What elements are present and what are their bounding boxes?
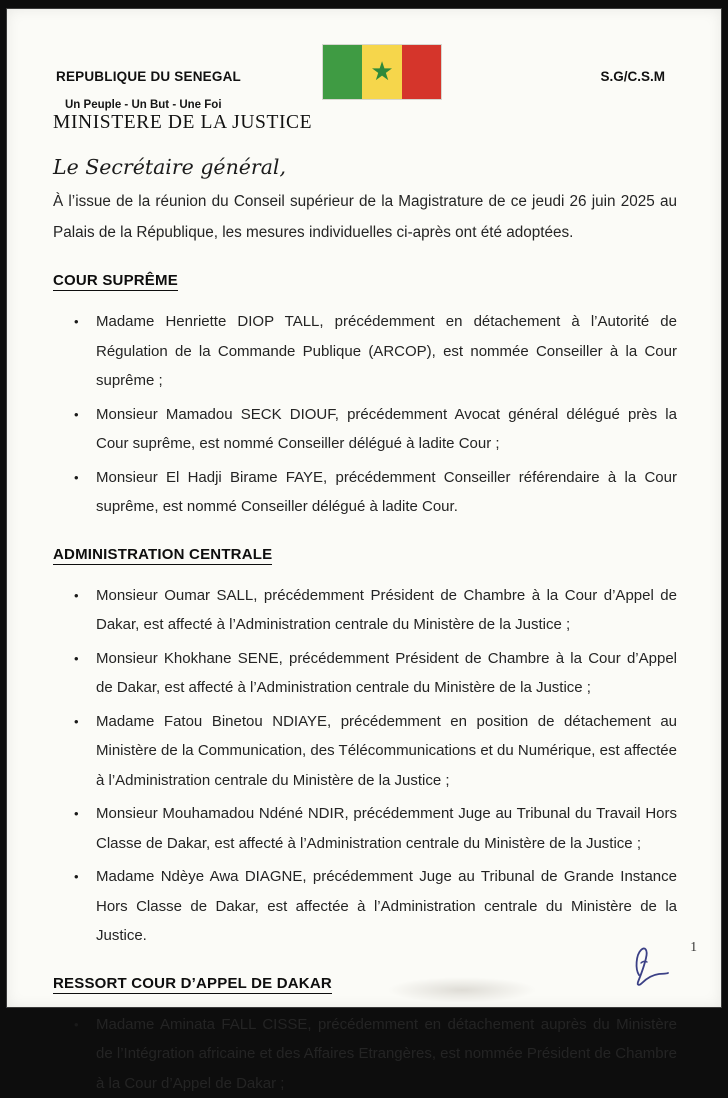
section-administration-centrale bbox=[53, 546, 677, 951]
measure-text: Monsieur Oumar SALL, précédemment Président de Chambre à la Cour d’Appel de Dakar, est affecté à l’Administration centrale du Ministère de la Justice ; bbox=[96, 587, 677, 634]
bullet-icon: • bbox=[74, 581, 79, 611]
bullet-icon: • bbox=[74, 707, 79, 737]
flag-stripe-red bbox=[402, 45, 441, 99]
section-heading: RESSORT COUR D’APPEL DE DAKAR bbox=[53, 975, 332, 994]
measures-list bbox=[53, 1010, 677, 1098]
document-page bbox=[6, 8, 722, 1008]
measure-item bbox=[53, 1010, 677, 1098]
measure-item bbox=[53, 862, 677, 951]
bullet-icon: • bbox=[74, 862, 79, 892]
measures-list bbox=[53, 307, 677, 522]
national-motto: Un Peuple - Un But - Une Foi bbox=[65, 99, 677, 111]
salutation: Le Secrétaire général, bbox=[53, 155, 677, 179]
section-heading: COUR SUPRÊME bbox=[53, 272, 178, 291]
section-heading: ADMINISTRATION CENTRALE bbox=[53, 546, 272, 565]
section-ressort-cour-appel-dakar bbox=[53, 975, 677, 1098]
section-cour-supreme bbox=[53, 272, 677, 522]
measures-list bbox=[53, 581, 677, 951]
bullet-icon: • bbox=[74, 644, 79, 674]
measure-item bbox=[53, 463, 677, 522]
measure-text: Madame Henriette DIOP TALL, précédemment en détachement à l’Autorité de Régulation de la Commande Publique (ARCOP), est nommée Conseiller à la Cour suprême ; bbox=[96, 313, 677, 389]
handwritten-initial-icon bbox=[629, 941, 675, 989]
bullet-icon: • bbox=[74, 799, 79, 829]
bullet-icon: • bbox=[74, 307, 79, 337]
page-number: 1 bbox=[690, 939, 697, 955]
document-content bbox=[7, 9, 721, 1098]
bullet-icon: • bbox=[74, 1010, 79, 1040]
document-header bbox=[53, 67, 677, 89]
measure-item bbox=[53, 707, 677, 796]
senegal-flag-icon bbox=[323, 45, 441, 99]
measure-text: Madame Fatou Binetou NDIAYE, précédemment en position de détachement au Ministère de la Communication, des Télécommunications et du Numérique, est affectée à l’Administration centrale du Ministère de la Justice ; bbox=[96, 713, 677, 789]
measure-text: Madame Aminata FALL CISSE, précédemment en détachement auprès du Ministère de l’Intégration africaine et des Affaires Etrangères, est nommée Président de Chambre à la Cour d’Appel de Dakar ; bbox=[96, 1016, 677, 1092]
reference-code: S.G/C.S.M bbox=[600, 69, 665, 84]
measure-item bbox=[53, 644, 677, 703]
ministry-title: MINISTERE DE LA JUSTICE bbox=[53, 112, 677, 134]
measure-item bbox=[53, 307, 677, 396]
flag-star-icon: ★ bbox=[370, 58, 393, 84]
measure-item bbox=[53, 400, 677, 459]
bullet-icon: • bbox=[74, 463, 79, 493]
measure-text: Monsieur Mouhamadou Ndéné NDIR, précédemment Juge au Tribunal du Travail Hors Classe de Dakar, est affecté à l’Administration centrale du Ministère de la Justice ; bbox=[96, 805, 677, 852]
page-footer bbox=[629, 939, 699, 991]
bullet-icon: • bbox=[74, 400, 79, 430]
measure-item bbox=[53, 799, 677, 858]
intro-paragraph: À l’issue de la réunion du Conseil supérieur de la Magistrature de ce jeudi 26 juin 2025 au Palais de la République, les mesures individuelles ci-après ont été adoptées. bbox=[53, 186, 677, 248]
measure-text: Madame Ndèye Awa DIAGNE, précédemment Juge au Tribunal de Grande Instance Hors Classe de Dakar, est affectée à l’Administration centrale du Ministère de la Justice. bbox=[96, 868, 677, 944]
measure-item bbox=[53, 581, 677, 640]
measure-text: Monsieur El Hadji Birame FAYE, précédemment Conseiller référendaire à la Cour suprême, est nommé Conseiller délégué à ladite Cour. bbox=[96, 469, 677, 516]
flag-stripe-green bbox=[323, 45, 362, 99]
republic-title: REPUBLIQUE DU SENEGAL bbox=[56, 69, 241, 84]
measure-text: Monsieur Khokhane SENE, précédemment Président de Chambre à la Cour d’Appel de Dakar, est affecté à l’Administration centrale du Ministère de la Justice ; bbox=[96, 650, 677, 697]
flag-stripe-yellow bbox=[362, 45, 401, 99]
measure-text: Monsieur Mamadou SECK DIOUF, précédemment Avocat général délégué près la Cour suprême, est nommé Conseiller délégué à ladite Cour ; bbox=[96, 406, 677, 453]
